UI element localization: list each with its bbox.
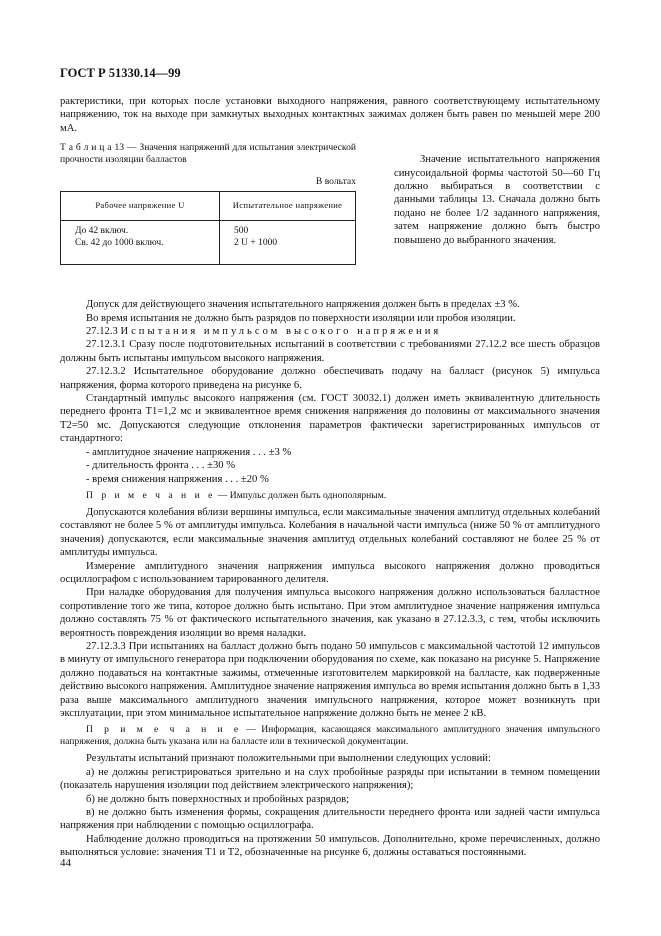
section-title: Испытания импульсом высокого напряжения [120, 326, 442, 338]
setup-paragraph: При наладке оборудования для получения импульса высокого напряжения должно использоваться балластное сопротивление того же типа, которое должно быть испытано. При этом амплитудное значение напряжения импульса должно составлять 75 % от фактического испытательного значения, как указано в 27.12.3.3, с тем, чтобы исключить вероятность повреждения изоляции во время наладки. [60, 587, 600, 639]
note-label: П р и м е ч а н и е [86, 489, 216, 501]
observation-paragraph: Наблюдение должно проводиться на протяжении 50 импульсов. Дополнительно, кроме перечисленных, должно выполняться условие: значения T1 и T2, обозначенные на рисунке 6, должны оставаться постоянными. [60, 833, 600, 859]
clause-27-12-3-2: 27.12.3.2 Испытательное оборудование должно обеспечивать подачу на балласт (рисунок 5) импульса напряжения, форма которого приведена на рисунке 6. [60, 366, 600, 391]
test-voltage-row-2: 2 U + 1000 [234, 238, 278, 249]
col-work-voltage-header: Рабочее напряжение U [61, 191, 220, 220]
col-test-voltage-header: Испытательное напряжение [220, 191, 356, 220]
measurement-paragraph: Измерение амплитудного значения напряжения импульса высокого напряжения должно проводиться осциллографом с использованием тарированного делителя. [60, 560, 600, 585]
deviation-decay: - время снижения напряжения . . . ±20 % [86, 473, 269, 485]
tolerance-paragraph: Допуск для действующего значения испытательного напряжения должен быть в пределах ±3 %. [86, 299, 520, 311]
document-body [60, 95, 600, 860]
intro-paragraph: рактеристики, при которых после установки выходного напряжения, равного соответствующему испытательному напряжению, ток на выходе при замкнутых выходных контактных зажимах должен быть равен по меньшей мере 200 мА. [60, 96, 600, 134]
table-row [61, 220, 356, 264]
table-caption-text: — Значения напряжений для испытания электрической прочности изоляции балластов [60, 142, 356, 165]
note-information [60, 724, 600, 748]
condition-c: в) не должно быть изменения формы, сокращения длительности переднего фронта или задней части импульса напряжения при наблюдении с помощью осциллографа. [60, 807, 600, 832]
clause-27-12-3-3: 27.12.3.3 При испытаниях на балласт должно быть подано 50 импульсов с максимальной частотой 12 импульсов в минуту от импульсного генератора при подключении оборудования по схеме, как показано на рисунке 5. Напряжение должно подаваться на контактные зажимы, отмеченные изготовителем маркировкой на балласте, как подверженные действию высокого напряжения. Амплитудное значение напряжения импульса во время испытания должно быть в 1,33 раза выше максимального амплитудного значения импульсного напряжения, которое может возникнуть при эксплуатации, при этом минимальное испытательное напряжение должно быть не менее 2 кВ. [60, 640, 600, 719]
section-number: 27.12.3 [86, 326, 118, 338]
work-voltage-row-2: Св. 42 до 1000 включ. [75, 238, 164, 249]
oscillation-paragraph: Допускаются колебания вблизи вершины импульса, если максимальные значения амплитуд отдельных колебаний составляют не более 5 % от амплитуды импульса. Колебания в начальной части импульса (ниже 50 % от амплитудного значения) допускаются, если максимальные значения амплитуд отдельных колебаний составляют не более 25 % от амплитуды импульса. [60, 506, 601, 559]
standard-header: ГОСТ Р 51330.14—99 [60, 66, 181, 80]
no-discharge-paragraph: Во время испытания не должно быть разрядов по поверхности изоляции или пробоя изоляции. [86, 312, 516, 324]
test-voltage-cell [220, 220, 356, 264]
deviation-amplitude: - амплитудное значение напряжения . . . ±3 % [86, 446, 292, 458]
table-caption-label: Т а б л и ц а 13 [60, 142, 125, 154]
note-text: — Импульс должен быть однополярным. [215, 489, 387, 501]
table-units: В вольтах [315, 176, 356, 188]
work-voltage-cell [61, 220, 220, 264]
side-paragraph: Значение испытательного напряжения синусоидальной формы частотой 50—60 Гц должно выбираться в соответствии с данными таблицы 13. Сначала должно быть подано не более 1/2 заданного напряжения, затем напряжение должно быть быстро повышено до выбранного значения. [394, 154, 600, 246]
standard-impulse-paragraph: Стандартный импульс высокого напряжения (см. ГОСТ 30032.1) должен иметь эквивалентную длительность переднего фронта T1=1,2 мс и эквивалентное время снижения напряжения до половины от максимального значения T2=50 мс. Допускаются следующие отклонения параметров фактически зарегистрированных импульсов от стандартного: [60, 393, 600, 445]
note-text: — Информация, касающаяся максимального амплитудного значения импульсного напряжения, должна быть указана или на балласте или в технической документации. [60, 724, 601, 748]
deviation-front: - длительность фронта . . . ±30 % [86, 460, 236, 472]
condition-a: а) не должны регистрироваться зрительно и на слух пробойные разряды при испытании в темном помещении (показатель нарушения изоляции под действием электрического напряжения); [60, 766, 600, 792]
note-unipolar [60, 490, 600, 502]
test-voltage-row-1: 500 [234, 225, 249, 236]
side-text-block [394, 153, 600, 247]
clause-27-12-3-1: 27.12.3.1 Сразу после подготовительных испытаний в соответствии с требованиями 27.12.2 все шесть образцов должны быть испытаны импульсом высокого напряжения. [60, 339, 600, 364]
table-section [60, 142, 600, 298]
table-block [60, 142, 356, 264]
table-header-row [61, 191, 356, 220]
section-heading [60, 325, 600, 338]
condition-b: б) не должно быть поверхностных и пробойных разрядов; [86, 793, 350, 805]
work-voltage-row-1: До 42 включ. [75, 225, 129, 236]
page-number: 44 [60, 857, 71, 869]
note-label: П р и м е ч а н и е [86, 724, 242, 736]
voltage-table [60, 191, 356, 265]
table-caption [60, 142, 356, 165]
results-paragraph: Результаты испытаний признают положительными при выполнении следующих условий: [86, 753, 491, 765]
